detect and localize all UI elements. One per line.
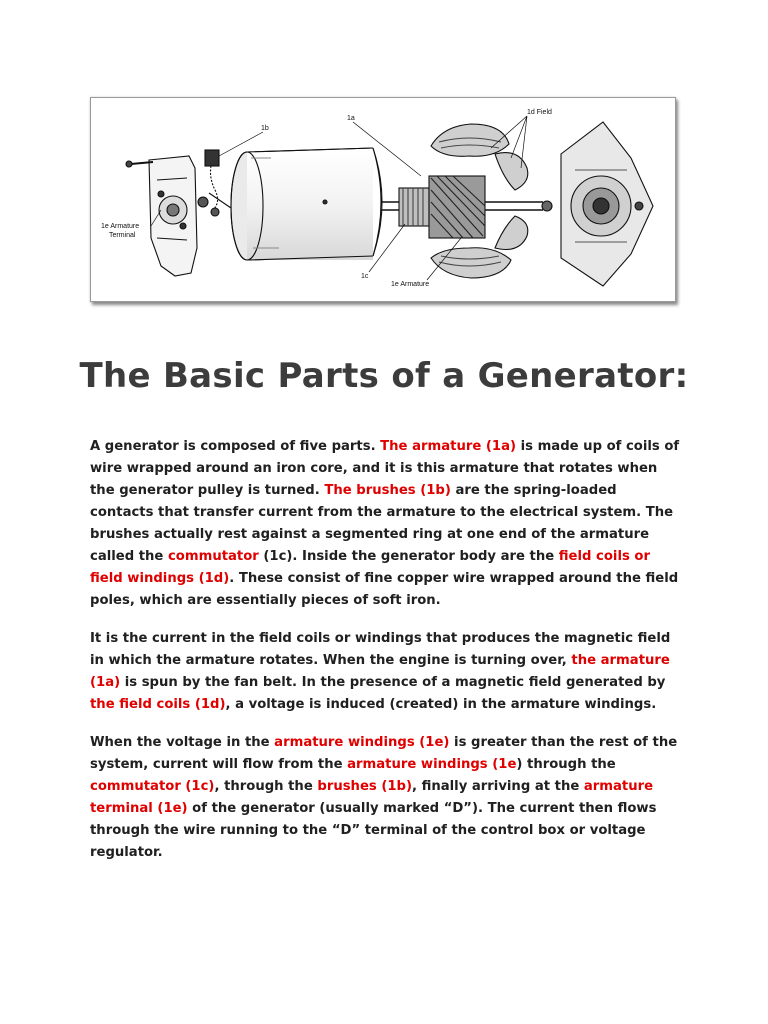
text-run: ) through the	[516, 757, 616, 772]
text-run: , through the	[214, 779, 318, 794]
highlighted-term: armature windings (1e	[347, 757, 517, 772]
text-run: is greater than the rest of the system, current will flow from the	[90, 735, 678, 772]
text-run: is spun by the fan belt. In the presence of a magnetic field generated by	[120, 675, 666, 690]
paragraph-3	[90, 732, 680, 864]
generator-housing	[231, 148, 382, 260]
highlighted-term: commutator	[167, 549, 259, 564]
highlighted-term: armature terminal (1e)	[90, 779, 654, 816]
paragraph-1	[90, 436, 680, 612]
text-run: , a voltage is induced (created) in the armature windings.	[225, 697, 657, 712]
highlighted-term: the field coils (1d)	[90, 697, 226, 712]
end-bracket-right	[561, 122, 653, 286]
label-brushes: 1b	[261, 125, 269, 132]
highlighted-term: )	[509, 439, 517, 454]
page-title: The Basic Parts of a Generator:	[79, 356, 689, 396]
highlighted-term: 1b	[426, 483, 445, 498]
text-run: It is the current in the field coils or windings that produces the magnetic field in which the armature rotates. When the engine is turning over,	[90, 631, 671, 668]
highlighted-term: )	[444, 483, 451, 498]
generator-drawing	[91, 98, 675, 301]
text-run: , finally arriving at the	[412, 779, 584, 794]
text-run: is made up of coils of wire wrapped around an iron core, and it is this armature that rotates when the generator pulley is turned.	[90, 439, 680, 498]
highlighted-term: The brushes (	[324, 483, 427, 498]
label-armature-bottom: 1e Armature	[391, 281, 430, 288]
text-run: of the generator (usually marked “D”). The current then flows through the wire running to the “D” terminal of the control box or voltage regulator.	[90, 801, 657, 860]
label-armature-top: 1a	[347, 115, 355, 122]
generator-exploded-diagram	[90, 97, 676, 302]
text-run: (1c). Inside the generator body are the	[258, 549, 559, 564]
highlighted-term: commutator (1c)	[90, 779, 215, 794]
highlighted-term: 1a	[491, 439, 510, 454]
highlighted-term: The armature (	[380, 439, 492, 454]
label-armature-terminal-line1: 1e Armature	[101, 223, 140, 230]
label-field: 1d Field	[527, 109, 552, 116]
highlighted-term: field coils or field windings (1d)	[90, 549, 650, 586]
text-run: . These consist of fine copper wire wrapped around the field poles, which are essentially pieces of soft iron.	[90, 571, 679, 608]
highlighted-term: brushes (1b)	[317, 779, 412, 794]
text-run: A generator is composed of five parts.	[90, 439, 381, 454]
label-commutator: 1c	[361, 273, 369, 280]
end-bracket-left	[126, 156, 197, 276]
document-body	[90, 436, 680, 880]
brush-assembly	[198, 150, 231, 216]
text-run: When the voltage in the	[90, 735, 275, 750]
paragraph-2	[90, 628, 680, 716]
text-run: are the spring-loaded contacts that transfer current from the armature to the electrical system. The brushes actually rest against a segmented ring at one end of the armature called the	[90, 483, 674, 564]
label-armature-terminal-line2: Terminal	[109, 232, 136, 239]
highlighted-term: armature windings (1e)	[274, 735, 450, 750]
highlighted-term: the armature (1a)	[90, 653, 670, 690]
